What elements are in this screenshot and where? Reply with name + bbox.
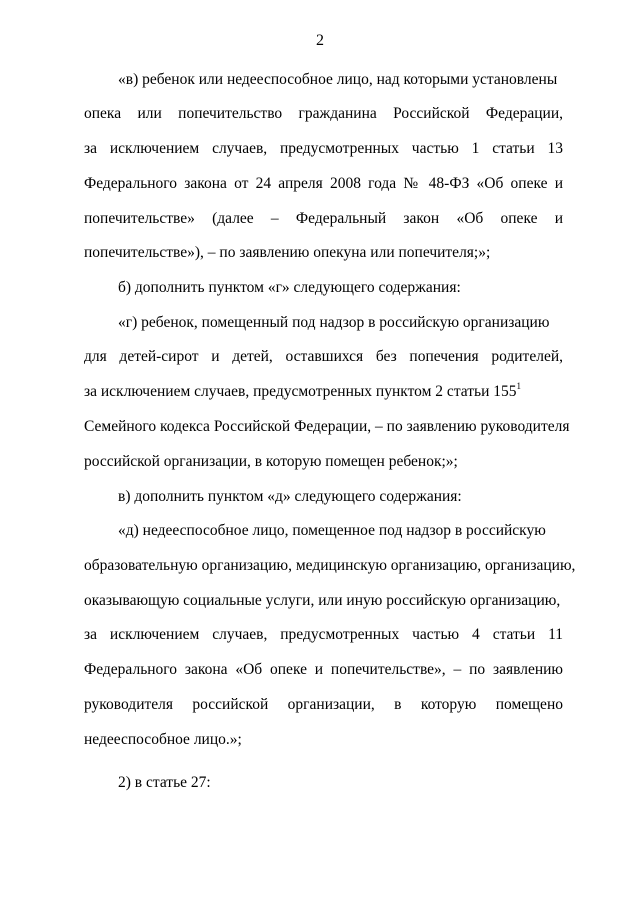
text-line: за исключением случаев, предусмотренных частью 1 статьи 13 <box>84 140 563 157</box>
text-line: российской организации, в которую помещен ребенок;»; <box>84 453 458 470</box>
text-line: «д) недееспособное лицо, помещенное под надзор в российскую <box>118 522 546 539</box>
text-line: в) дополнить пунктом «д» следующего содержания: <box>118 488 462 505</box>
superscript: 1 <box>516 381 522 391</box>
text-line: б) дополнить пунктом «г» следующего содержания: <box>118 279 461 296</box>
text-line: попечительстве»), – по заявлению опекуна или попечителя;»; <box>84 244 491 261</box>
text-line: Семейного кодекса Российской Федерации, – по заявлению руководителя <box>84 418 570 435</box>
text-line: «в) ребенок или недееспособное лицо, над которыми установлены <box>118 71 558 88</box>
text-line: опека или попечительство гражданина Российской Федерации, <box>84 105 563 122</box>
text-line: за исключением случаев, предусмотренных частью 4 статьи 11 <box>84 626 563 643</box>
text-segment: за исключением случаев, предусмотренных пунктом 2 статьи 155 <box>84 383 517 400</box>
page-number: 2 <box>316 32 324 49</box>
text-line: Федерального закона от 24 апреля 2008 года № 48-ФЗ «Об опеке и <box>84 175 563 192</box>
text-line: образовательную организацию, медицинскую организацию, организацию, <box>84 557 576 574</box>
text-line: для детей-сирот и детей, оставшихся без попечения родителей, <box>84 348 563 365</box>
text-line: руководителя российской организации, в которую помещено <box>84 696 563 713</box>
text-line: 2) в статье 27: <box>118 774 211 791</box>
text-line: Федерального закона «Об опеке и попечительстве», – по заявлению <box>84 661 563 678</box>
text-line-with-superscript <box>84 382 564 402</box>
text-line: «г) ребенок, помещенный под надзор в российскую организацию <box>118 314 550 331</box>
text-line: попечительстве» (далее – Федеральный закон «Об опеке и <box>84 210 563 227</box>
text-line: недееспособное лицо.»; <box>84 731 242 748</box>
text-line: оказывающую социальные услуги, или иную российскую организацию, <box>84 592 561 609</box>
